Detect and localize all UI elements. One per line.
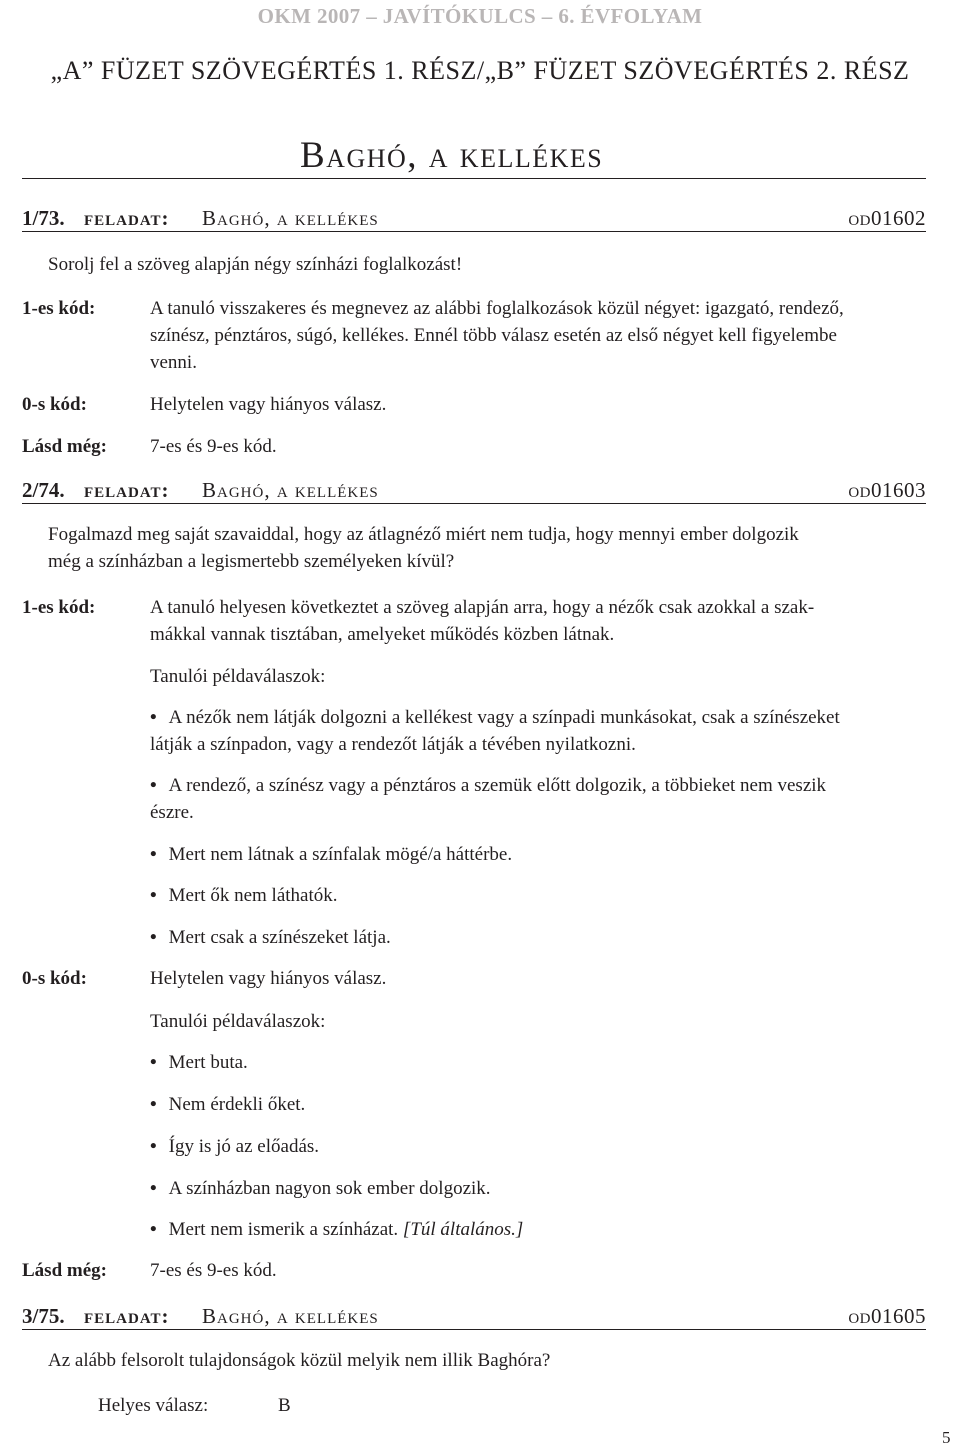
code1-text-line1: A tanuló helyesen következtet a szöveg alapján arra, hogy a nézők csak azokkal a szak- xyxy=(150,597,815,618)
title-rule xyxy=(22,178,926,179)
code0-text: Helytelen vagy hiányos válasz. xyxy=(150,394,387,415)
examples-label: Tanulói példaválaszok: xyxy=(150,666,326,687)
example-text: Mert nem ismerik a színházat. xyxy=(168,1219,399,1240)
example-text: A rendező, a színész vagy a pénztáros a szemük előtt dolgozik, a többieket nem veszik xyxy=(168,775,827,796)
example-text: Mert ők nem láthatók. xyxy=(168,885,338,906)
bullet-icon: • xyxy=(150,1094,157,1115)
example-text-cont: észre. xyxy=(150,802,194,823)
example-text: A színházban nagyon sok ember dolgozik. xyxy=(168,1178,491,1199)
task-1-header xyxy=(22,207,926,232)
task-label: feladat: xyxy=(84,478,170,502)
example-text: Mert nem látnak a színfalak mögé/a háttérbe. xyxy=(168,844,513,865)
code0-label: 0-s kód: xyxy=(22,968,87,989)
see-also-label: Lásd még: xyxy=(22,1260,107,1281)
list-item xyxy=(150,1092,928,1118)
examples-label: Tanulói példaválaszok: xyxy=(150,1011,326,1032)
list-item xyxy=(150,773,928,799)
bullet-icon: • xyxy=(150,707,157,728)
task-number: 1/73. xyxy=(22,206,65,230)
list-item xyxy=(150,842,928,868)
bullet-icon: • xyxy=(150,1136,157,1157)
task-1-question: Sorolj fel a szöveg alapján négy színházi foglalkozást! xyxy=(48,254,463,275)
bullet-icon: • xyxy=(150,775,157,796)
list-item xyxy=(150,1176,928,1202)
task-title: Baghó, a kellékes xyxy=(202,478,379,502)
example-text: Mert csak a színészeket látja. xyxy=(168,927,391,948)
list-item xyxy=(150,1134,928,1160)
list-item xyxy=(150,883,928,909)
example-text: Így is jó az előadás. xyxy=(168,1136,320,1157)
example-text: A nézők nem látják dolgozni a kellékest vagy a színpadi munkásokat, csak a színészeket xyxy=(168,707,840,728)
code1-text-line2: mákkal vannak tisztában, amelyeket működés közben látnak. xyxy=(150,624,615,645)
task-label: feladat: xyxy=(84,1304,170,1328)
answer-value: B xyxy=(278,1395,291,1416)
main-title: Baghó, a kellékes xyxy=(300,135,604,176)
task-title: Baghó, a kellékes xyxy=(202,1304,379,1328)
code1-label: 1-es kód: xyxy=(22,298,96,319)
code0-label: 0-s kód: xyxy=(22,394,87,415)
list-item xyxy=(150,925,928,951)
section-title: „A” FÜZET SZÖVEGÉRTÉS 1. RÉSZ/„B” FÜZET SZÖVEGÉRTÉS 2. RÉSZ xyxy=(50,56,910,85)
list-item xyxy=(150,705,928,731)
task-code: od01602 xyxy=(848,206,926,230)
bullet-icon: • xyxy=(150,844,157,865)
example-text: Nem érdekli őket. xyxy=(168,1094,306,1115)
code1-text-line2: színész, pénztáros, súgó, kellékes. Ennél több válasz esetén az első négyet kell figyelembe xyxy=(150,325,837,346)
task-number: 2/74. xyxy=(22,478,65,502)
page-number: 5 xyxy=(942,1428,951,1447)
bullet-icon: • xyxy=(150,927,157,948)
task-number: 3/75. xyxy=(22,1304,65,1328)
task-3-question: Az alább felsorolt tulajdonságok közül melyik nem illik Baghóra? xyxy=(48,1350,551,1371)
code0-text: Helytelen vagy hiányos válasz. xyxy=(150,968,387,989)
code1-text-line1: A tanuló visszakeres és megnevez az alábbi foglalkozások közül négyet: igazgató, rendező, xyxy=(150,298,844,319)
task-3-header xyxy=(22,1305,926,1330)
bullet-icon: • xyxy=(150,1052,157,1073)
task-code: od01603 xyxy=(848,478,926,502)
see-also-label: Lásd még: xyxy=(22,436,107,457)
see-also-text: 7-es és 9-es kód. xyxy=(150,436,277,457)
task-code: od01605 xyxy=(848,1304,926,1328)
example-note: [Túl általános.] xyxy=(402,1219,524,1240)
task-title: Baghó, a kellékes xyxy=(202,206,379,230)
bullet-icon: • xyxy=(150,1178,157,1199)
list-item xyxy=(150,1217,928,1243)
bullet-icon: • xyxy=(150,1219,157,1240)
list-item xyxy=(150,1050,928,1076)
example-text: Mert buta. xyxy=(168,1052,248,1073)
code1-text-line3: venni. xyxy=(150,352,197,373)
task-2-header xyxy=(22,479,926,504)
task-2-question-line1: Fogalmazd meg saját szavaiddal, hogy az átlagnéző miért nem tudja, hogy mennyi ember dolgozik xyxy=(48,524,799,545)
example-text-cont: látják a színpadon, vagy a rendezőt látják a tévében nyilatkozni. xyxy=(150,734,636,755)
answer-label: Helyes válasz: xyxy=(98,1395,209,1416)
task-2-question-line2: még a színházban a legismertebb személyeken kívül? xyxy=(48,551,455,572)
task-label: feladat: xyxy=(84,206,170,230)
see-also-text: 7-es és 9-es kód. xyxy=(150,1260,277,1281)
code1-label: 1-es kód: xyxy=(22,597,96,618)
bullet-icon: • xyxy=(150,885,157,906)
running-header: OKM 2007 – JAVÍTÓKULCS – 6. ÉVFOLYAM xyxy=(257,4,703,28)
